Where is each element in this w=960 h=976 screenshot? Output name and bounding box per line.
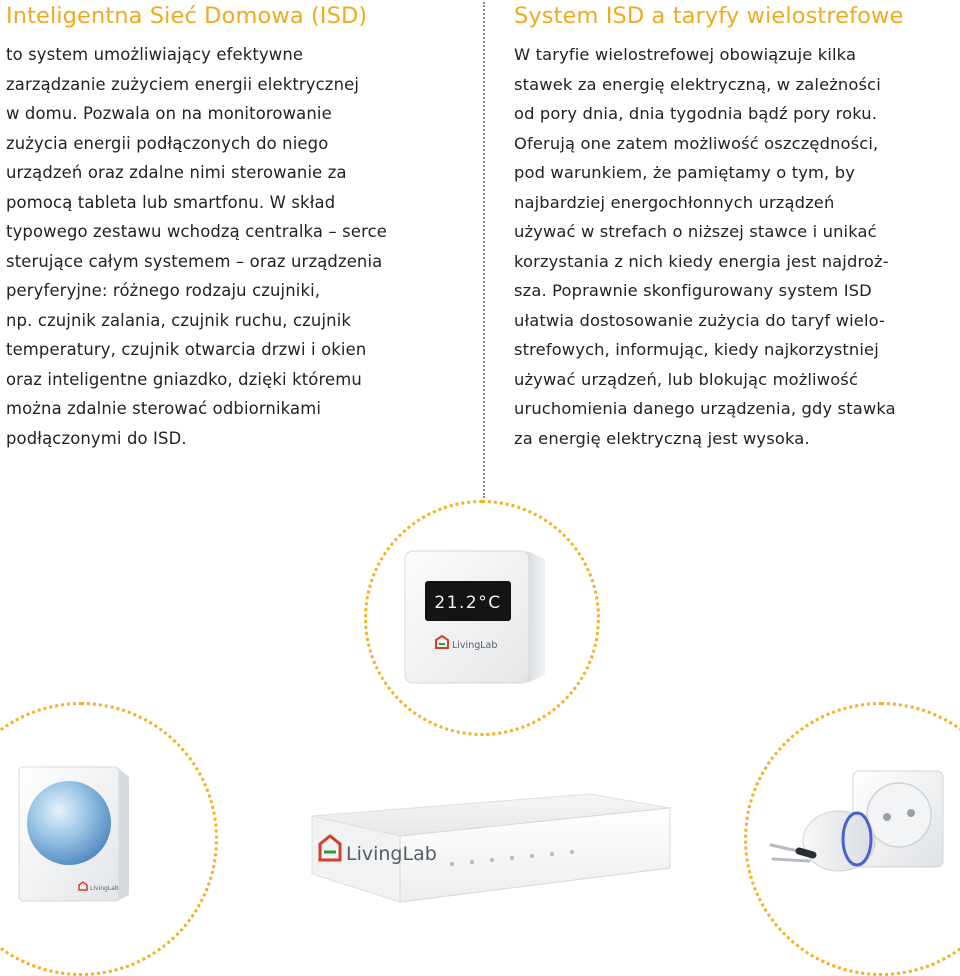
right-line: za energię elektryczną jest wysoka. xyxy=(514,428,810,448)
smart-plug-circle xyxy=(744,702,960,976)
smart-plug-image xyxy=(747,705,960,973)
thermostat-brand: LivingLab xyxy=(452,640,498,651)
socket-hole xyxy=(883,813,891,821)
left-line: temperatury, czujnik otwarcia drzwi i okien xyxy=(6,340,367,359)
left-line: pomocą tableta lub smartfonu. W skład xyxy=(6,192,336,212)
hub-brand: LivingLab xyxy=(346,843,437,865)
socket-face xyxy=(867,783,931,847)
right-column xyxy=(514,0,954,453)
sensor-brand: LivingLab xyxy=(90,885,119,892)
thermostat-temperature: 21.2°C xyxy=(434,593,502,613)
left-line: to system umożliwiający efektywne xyxy=(6,45,304,64)
socket-hole xyxy=(907,809,915,817)
plug-pin xyxy=(773,859,809,861)
left-line: sterujące całym systemem – oraz urządzenia xyxy=(6,251,383,271)
left-line: można zdalnie sterować odbiornikami xyxy=(6,399,322,418)
sensor-lens xyxy=(27,781,111,865)
left-paragraph xyxy=(6,40,468,453)
right-line: używać urządzeń, lub blokując możliwość xyxy=(514,369,859,389)
thermostat-image xyxy=(367,503,597,733)
left-line: zarządzanie zużyciem energii elektrycznej xyxy=(6,74,360,94)
left-heading: Inteligentna Sieć Domowa (ISD) xyxy=(6,3,368,29)
hub-image xyxy=(290,776,690,926)
plug-cable xyxy=(799,851,813,855)
right-paragraph xyxy=(514,40,954,453)
right-heading: System ISD a taryfy wielostrefowe xyxy=(514,3,904,29)
right-line: stawek za energię elektryczną, w zależności xyxy=(514,74,881,94)
left-column xyxy=(6,0,468,453)
left-line: w domu. Pozwala on na monitorowanie xyxy=(6,104,332,123)
left-line: podłączonymi do ISD. xyxy=(6,428,187,448)
right-line: sza. Poprawnie skonfigurowany system ISD xyxy=(514,281,872,300)
left-line: np. czujnik zalania, czujnik ruchu, czujnik xyxy=(6,310,352,330)
left-line: oraz inteligentne gniazdko, dzięki któremu xyxy=(6,369,362,389)
right-line: pod warunkiem, że pamiętamy o tym, by xyxy=(514,163,855,182)
right-line: najbardziej energochłonnych urządzeń xyxy=(514,192,835,212)
right-line: korzystania z nich kiedy energia jest najdroż- xyxy=(514,251,889,271)
thermostat-side xyxy=(527,551,545,683)
right-line: Oferują one zatem możliwość oszczędności, xyxy=(514,133,879,153)
left-line: typowego zestawu wchodzą centralka – serce xyxy=(6,222,387,241)
left-line: peryferyjne: różnego rodzaju czujniki, xyxy=(6,281,321,300)
right-line: ułatwia dostosowanie zużycia do taryf wielo- xyxy=(514,310,886,330)
right-line: od pory dnia, dnia tygodnia bądź pory roku. xyxy=(514,104,878,123)
left-line: urządzeń oraz zdalne nimi sterowanie za xyxy=(6,163,347,182)
column-divider xyxy=(483,2,485,498)
right-line: W taryfie wielostrefowej obowiązuje kilka xyxy=(514,45,857,64)
right-line: strefowych, informując, kiedy najkorzystniej xyxy=(514,340,879,359)
thermostat-circle xyxy=(364,500,600,736)
motion-sensor-image xyxy=(0,705,215,973)
motion-sensor-circle xyxy=(0,702,218,976)
right-line: używać w strefach o niższej stawce i unikać xyxy=(514,222,877,241)
left-line: zużycia energii podłączonych do niego xyxy=(6,133,329,153)
right-line: uruchomienia danego urządzenia, gdy stawka xyxy=(514,399,896,418)
